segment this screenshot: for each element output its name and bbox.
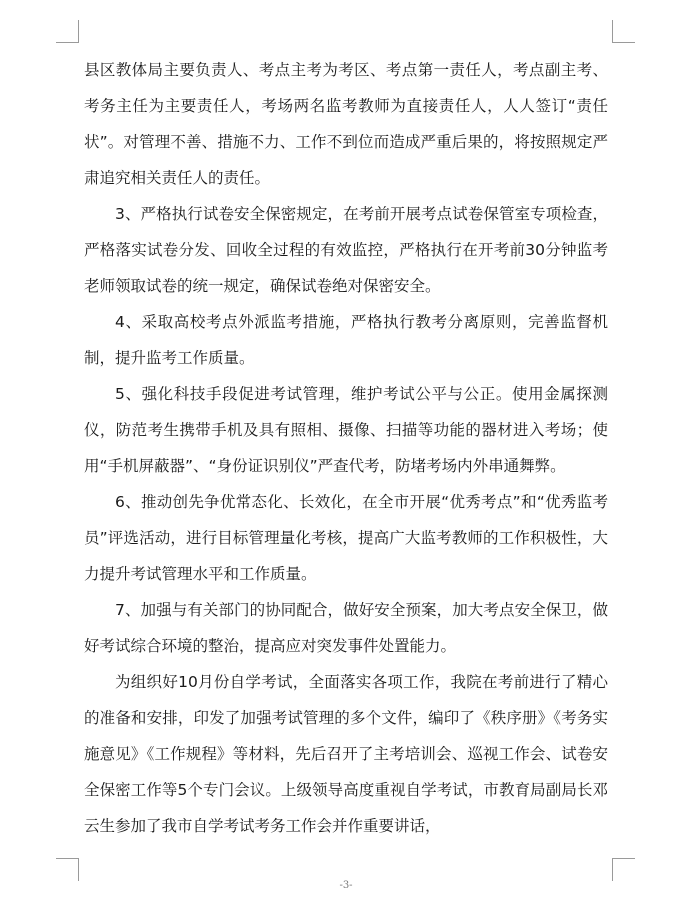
paragraph-item-6: 6、推动创先争优常态化、长效化，在全市开展“优秀考点”和“优秀监考员”评选活动，进行目标管理量化考核，提高广大监考教师的工作积极性，大力提升考试管理水平和工作质量。: [84, 493, 608, 583]
page-corner-mark-top-left: [56, 20, 79, 43]
paragraph-item-4: 4、采取高校考点外派监考措施，严格执行教考分离原则，完善监督机制，提升监考工作质量。: [84, 313, 608, 367]
page-corner-mark-top-right: [612, 20, 635, 43]
paragraph-item-5: 5、强化科技手段促进考试管理，维护考试公平与公正。使用金属探测仪，防范考生携带手机及具有照相、摄像、扫描等功能的器材进入考场；使用“手机屏蔽器”、“身份证识别仪”严查代考，防堵考场内外串通舞弊。: [84, 385, 608, 475]
page-corner-mark-bottom-left: [56, 858, 79, 881]
paragraph-item-7: 7、加强与有关部门的协同配合，做好安全预案，加大考点安全保卫，做好考试综合环境的整治，提高应对突发事件处置能力。: [84, 601, 608, 655]
page-corner-mark-bottom-right: [612, 858, 635, 881]
paragraph-item-3: 3、严格执行试卷安全保密规定，在考前开展考点试卷保管室专项检查，严格落实试卷分发、回收全过程的有效监控，严格执行在开考前30分钟监考老师领取试卷的统一规定，确保试卷绝对保密安全。: [84, 205, 608, 295]
page-number: -3-: [339, 880, 353, 891]
paragraph-october-exam: 为组织好10月份自学考试，全面落实各项工作，我院在考前进行了精心的准备和安排，印发了加强考试管理的多个文件，编印了《秩序册》《考务实施意见》《工作规程》等材料，先后召开了主考培训会、巡视工作会、试卷安全保密工作等5个专门会议。上级领导高度重视自学考试，市教育局副局长邓云生参加了我市自学考试考务工作会并作重要讲话，: [84, 673, 608, 835]
paragraph-responsibility: 县区教体局主要负责人、考点主考为考区、考点第一责任人，考点副主考、考务主任为主要责任人，考场两名监考教师为直接责任人，人人签订“责任状”。对管理不善、措施不力、工作不到位而造成严重后果的，将按照规定严肃追究相关责任人的责任。: [84, 61, 608, 187]
document-body: [84, 52, 608, 844]
